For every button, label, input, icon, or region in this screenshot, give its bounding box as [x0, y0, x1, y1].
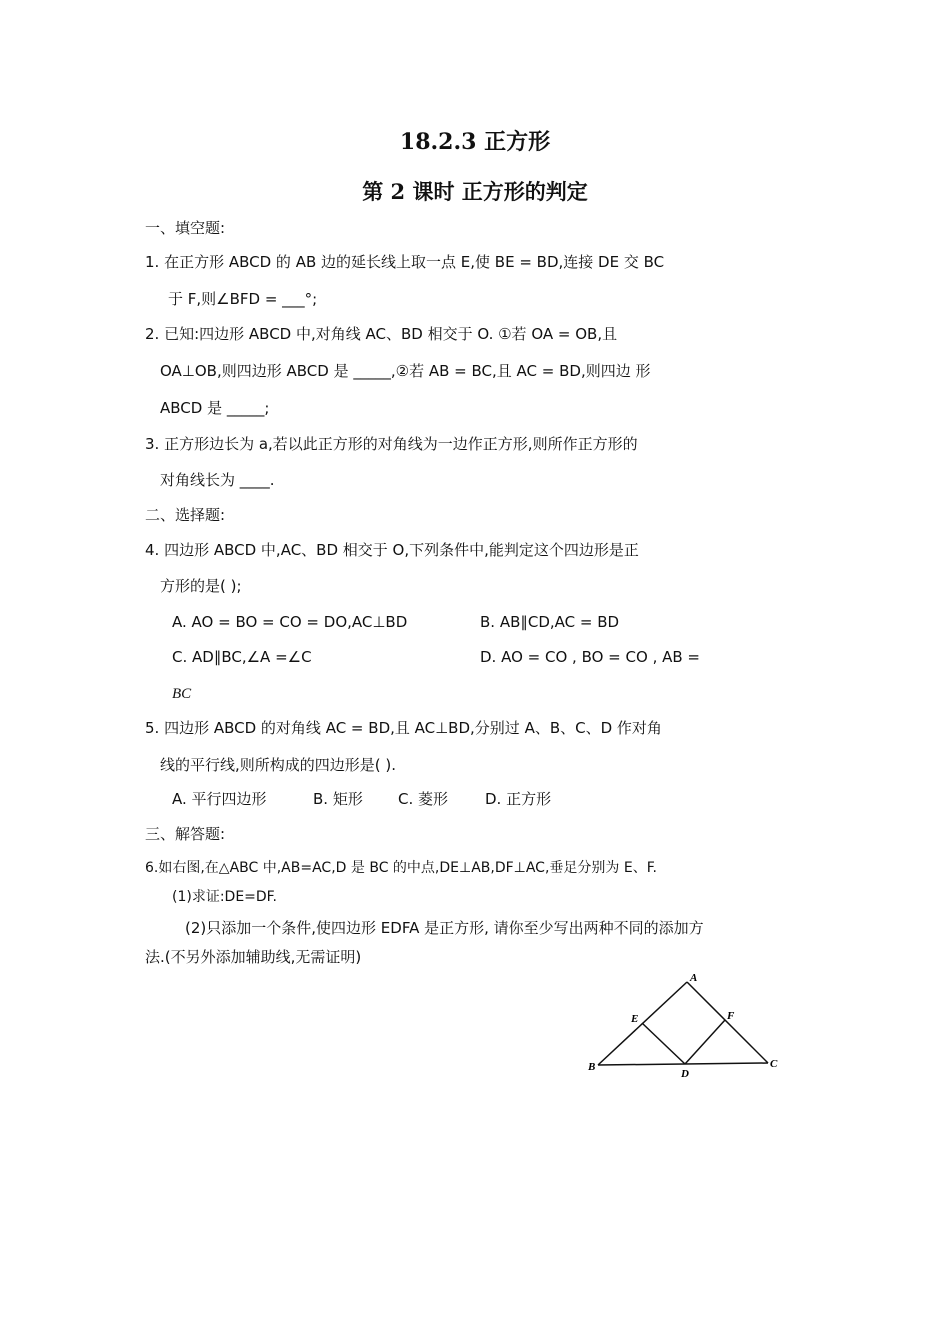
- q2-line1: 2. 已知:四边形 ABCD 中,对角线 AC、BD 相交于 O. ①若 OA = OB,且: [145, 325, 618, 343]
- side-ac: [687, 982, 768, 1063]
- page-title: 18.2.3 正方形: [399, 129, 551, 155]
- q5-option-a: A. 平行四边形: [172, 790, 267, 808]
- label-a: A: [690, 972, 698, 984]
- q4-option-d-cont: BC: [172, 686, 192, 702]
- q6-part1: (1)求证:DE=DF.: [172, 889, 277, 905]
- q6-part2: (2)只添加一个条件,使四边形 EDFA 是正方形, 请你至少写出两种不同的添加方: [185, 919, 704, 937]
- section-answer-heading: 三、解答题:: [145, 825, 226, 843]
- q4-option-b: B. AB∥CD,AC = BD: [480, 613, 620, 631]
- q3-line2: 对角线长为 ____.: [160, 471, 275, 489]
- q1-line2: 于 F,则∠BFD = ___°;: [168, 290, 318, 308]
- section-fill-heading: 一、填空题:: [145, 219, 226, 237]
- label-f: F: [727, 1010, 735, 1022]
- q5-option-c: C. 菱形: [398, 790, 449, 808]
- q6-part2-cont: 法.(不另外添加辅助线,无需证明): [145, 948, 362, 966]
- segment-df: [685, 1020, 725, 1064]
- label-b: B: [588, 1061, 596, 1073]
- q5-line1: 5. 四边形 ABCD 的对角线 AC = BD,且 AC⊥BD,分别过 A、B、C、D 作对角: [145, 719, 662, 737]
- section-choice-heading: 二、选择题:: [145, 506, 226, 524]
- q4-option-c: C. AD∥BC,∠A =∠C: [172, 648, 312, 666]
- side-bc: [598, 1063, 768, 1065]
- q5-option-d: D. 正方形: [485, 790, 552, 808]
- q2-line2: OA⊥OB,则四边形 ABCD 是 _____,②若 AB = BC,且 AC = BD,则四边 形: [160, 362, 651, 380]
- q4-line2: 方形的是( );: [160, 577, 242, 595]
- q5-option-b: B. 矩形: [313, 790, 363, 808]
- page-subtitle: 第 2 课时 正方形的判定: [362, 179, 588, 204]
- label-d: D: [681, 1068, 689, 1080]
- label-e: E: [631, 1013, 639, 1025]
- q2-line3: ABCD 是 _____;: [160, 399, 270, 417]
- q4-option-d: D. AO = CO , BO = CO , AB =: [480, 648, 700, 666]
- q1-line1: 1. 在正方形 ABCD 的 AB 边的延长线上取一点 E,使 BE = BD,连接 DE 交 BC: [145, 253, 665, 271]
- triangle-figure: [580, 970, 790, 1085]
- q4-line1: 4. 四边形 ABCD 中,AC、BD 相交于 O,下列条件中,能判定这个四边形是正: [145, 541, 639, 559]
- segment-de: [642, 1023, 685, 1064]
- q4-option-a: A. AO = BO = CO = DO,AC⊥BD: [172, 613, 408, 631]
- label-c: C: [770, 1058, 778, 1070]
- q3-line1: 3. 正方形边长为 a,若以此正方形的对角线为一边作正方形,则所作正方形的: [145, 435, 638, 453]
- q5-line2: 线的平行线,则所构成的四边形是( ).: [160, 756, 397, 774]
- q6-line1: 6.如右图,在△ABC 中,AB=AC,D 是 BC 的中点,DE⊥AB,DF⊥AC,垂足分别为 E、F.: [145, 860, 657, 876]
